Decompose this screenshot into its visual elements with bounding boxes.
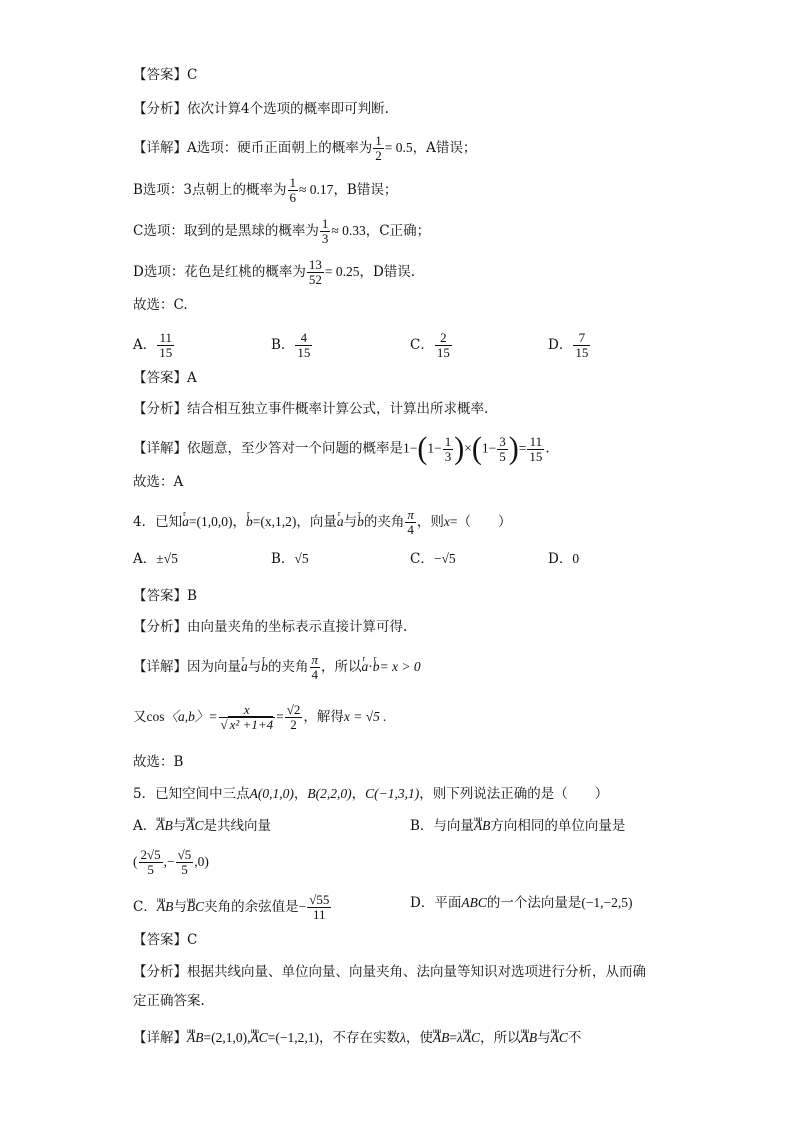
detail-line-b: B选项：3点朝上的概率为 $\frac{1}{6}$ ≈ 0.17，B错误； [133, 175, 398, 205]
detail-line: 又cos〈a,b〉= $\frac{x}{\text{√ x² +1+4}}$ = $\frac{√2}{2}$ ，解得x = √5 . [133, 702, 387, 732]
option-b: B．与向量uuu AB方向相同的单位向量是 [410, 816, 625, 836]
option-c: C． $\frac{2}{15}$ [410, 330, 450, 360]
option-d: D． $\frac{7}{15}$ [548, 330, 589, 360]
answer-line: 【答案】B [133, 588, 197, 604]
question-4: 4．已知r a=(1,0,0)，r b=(x,1,2)，向量r a与r b的夹角 $\frac{\pi}{4}$ ，则x=（ ） [133, 508, 511, 537]
fraction: $\frac{1}{3}$ [321, 216, 329, 246]
detail-line: 【详解】依题意，至少答对一个问题的概率是1−(1− $\frac{1}{3}$ )×(1− $\frac{3}{5}$ )= $\frac{11}{15}$ . [133, 431, 550, 466]
option-a: A．uuu AB与uuu AC是共线向量 [133, 816, 271, 836]
detail-line: 【详解】uuu AB=(2,1,0),uuu AC=(−1,2,1)，不存在实数λ，使uuu AB=λuuu AC，所以uuu AB与uuu AC不 [133, 1028, 581, 1048]
option-d: D．0 [548, 551, 580, 567]
option-b: B． $\frac{4}{15}$ [271, 330, 311, 360]
option-a: A．±√5 [133, 551, 178, 567]
fraction: $\frac{1}{2}$ [375, 133, 382, 163]
answer-line: 【答案】A [133, 370, 197, 386]
option-b-value: ( $\frac{2√5}{5}$ ,− $\frac{√5}{5}$ ,0) [133, 847, 209, 877]
answer-line: 【答案】C [133, 932, 198, 948]
fraction: $\frac{1}{6}$ [289, 175, 297, 205]
option-c: C．uuu AB与uuu BC夹角的余弦值是− $\frac{√55}{11}$ [133, 893, 332, 922]
detail-line-a: 【详解】A选项：硬币正面朝上的概率为 $\frac{1}{2}$ = 0.5，A错误； [133, 133, 477, 163]
analysis-line: 【分析】依次计算4个选项的概率即可判断. [133, 101, 389, 117]
detail-line-d: D选项：花色是红桃的概率为 $\frac{13}{52}$ = 0.25，D错误. [133, 257, 416, 287]
detail-line-c: C选项：取到的是黑球的概率为 $\frac{1}{3}$ ≈ 0.33，C正确； [133, 216, 431, 246]
detail-line: 【详解】因为向量r a与r b的夹角 $\frac{\pi}{4}$ ，所以r a·r b= x > 0 [133, 653, 421, 682]
analysis-line: 【分析】根据共线向量、单位向量、向量夹角、法向量等知识对选项进行分析，从而确 [133, 964, 646, 980]
analysis-line: 【分析】由向量夹角的坐标表示直接计算可得. [133, 619, 408, 635]
option-c: C．−√5 [410, 551, 456, 567]
answer-line: 【答案】C [133, 67, 198, 83]
option-a: A． $\frac{11}{15}$ [133, 330, 173, 360]
option-d: D．平面ABC的一个法向量是(−1,−2,5) [410, 895, 633, 911]
choice-line: 故选：B [133, 754, 184, 770]
choice-line: 故选：A [133, 474, 184, 490]
question-5: 5．已知空间中三点A(0,1,0)，B(2,2,0)，C(−1,3,1)，则下列说法正确的是（ ） [133, 786, 609, 802]
analysis-line: 【分析】结合相互独立事件概率计算公式，计算出所求概率. [133, 401, 489, 417]
analysis-line-cont: 定正确答案. [133, 993, 205, 1009]
option-b: B．√5 [271, 551, 309, 567]
fraction: $\frac{13}{52}$ [308, 257, 322, 287]
choice-line: 故选：C. [133, 297, 188, 313]
